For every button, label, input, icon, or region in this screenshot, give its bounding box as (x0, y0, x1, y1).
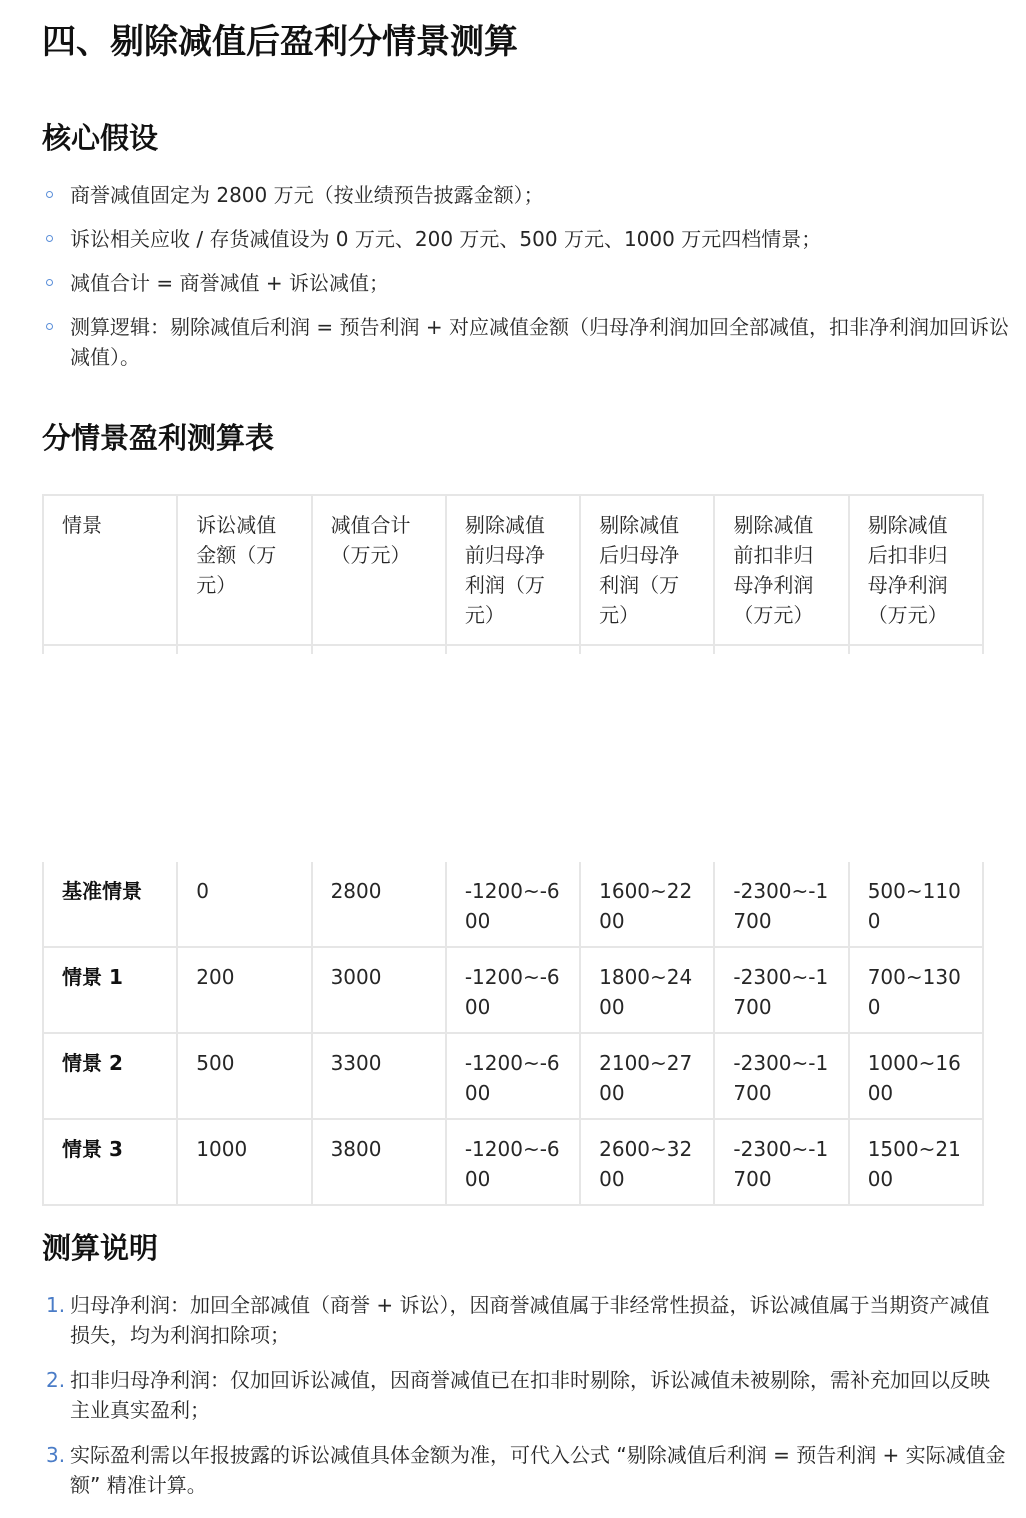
column-header: 诉讼减值金额（万元） (177, 495, 311, 645)
table-cell: 500~1100 (849, 862, 983, 947)
list-item: 1. 归母净利润：加回全部减值（商誉 + 诉讼），因商誉减值属于非经常性损益，诉讼减值属于当期资产减值损失，均为利润扣除项； (42, 1290, 1007, 1350)
table-body (42, 862, 984, 1206)
column-header: 情景 (43, 495, 177, 645)
bullet-icon (46, 279, 53, 286)
row-label: 情景 2 (43, 1033, 177, 1119)
table-cell: 1000~1600 (849, 1033, 983, 1119)
table-cell: -2300~-1700 (714, 862, 848, 947)
table-cell: 2800 (312, 862, 446, 947)
table-cell: 3800 (312, 1119, 446, 1205)
table-cell: 2100~2700 (580, 1033, 714, 1119)
table-cell: 700~1300 (849, 947, 983, 1033)
list-item: 减值合计 = 商誉减值 + 诉讼减值； (42, 268, 1012, 298)
list-item: 3. 实际盈利需以年报披露的诉讼减值具体金额为准，可代入公式 “剔除减值后利润 = 预告利润 + 实际减值金额” 精准计算。 (42, 1440, 1007, 1500)
list-number: 1. (46, 1293, 66, 1317)
page-title: 四、剔除减值后盈利分情景测算 (42, 22, 518, 62)
assumptions-heading: 核心假设 (42, 121, 159, 155)
bullet-icon (46, 323, 53, 330)
notes-heading: 测算说明 (42, 1231, 159, 1265)
list-number: 3. (46, 1443, 66, 1467)
table-cell: 0 (177, 862, 311, 947)
table-row (43, 1033, 983, 1119)
table-cell: 2600~3200 (580, 1119, 714, 1205)
list-item: 诉讼相关应收 / 存货减值设为 0 万元、200 万元、500 万元、1000 万元四档情景； (42, 224, 1012, 254)
table-cell: -1200~-600 (446, 862, 580, 947)
list-number: 2. (46, 1368, 66, 1392)
column-header: 剔除减值后归母净利润（万元） (580, 495, 714, 645)
table-cell: -2300~-1700 (714, 947, 848, 1033)
bullet-icon (46, 191, 53, 198)
table-row (43, 947, 983, 1033)
table-cell: -1200~-600 (446, 947, 580, 1033)
table-cell: 1600~2200 (580, 862, 714, 947)
row-label: 情景 1 (43, 947, 177, 1033)
list-item: 2. 扣非归母净利润：仅加回诉讼减值，因商誉减值已在扣非时剔除，诉讼减值未被剔除，需补充加回以反映主业真实盈利； (42, 1365, 1007, 1425)
table-cell: -2300~-1700 (714, 1033, 848, 1119)
table-cell: 1000 (177, 1119, 311, 1205)
table-cell: 200 (177, 947, 311, 1033)
table-cell: 1500~2100 (849, 1119, 983, 1205)
table-cell: 1800~2400 (580, 947, 714, 1033)
table-heading: 分情景盈利测算表 (42, 421, 275, 455)
table-row (43, 1119, 983, 1205)
column-header: 剔除减值后扣非归母净利润（万元） (849, 495, 983, 645)
bullet-icon (46, 235, 53, 242)
table-cell: 3300 (312, 1033, 446, 1119)
table-cell: -2300~-1700 (714, 1119, 848, 1205)
notes-list (42, 1290, 1007, 1515)
column-header: 剔除减值前归母净利润（万元） (446, 495, 580, 645)
column-header: 减值合计（万元） (312, 495, 446, 645)
assumptions-list (42, 180, 1012, 386)
table-cell: 500 (177, 1033, 311, 1119)
table-header (42, 494, 984, 654)
list-item: 测算逻辑：剔除减值后利润 = 预告利润 + 对应减值金额（归母净利润加回全部减值，扣非净利润加回诉讼减值）。 (42, 312, 1012, 372)
list-item: 商誉减值固定为 2800 万元（按业绩预告披露金额）； (42, 180, 1012, 210)
row-label: 基准情景 (43, 862, 177, 947)
table-cell: 3000 (312, 947, 446, 1033)
table-cell: -1200~-600 (446, 1033, 580, 1119)
column-header: 剔除减值前扣非归母净利润（万元） (714, 495, 848, 645)
row-label: 情景 3 (43, 1119, 177, 1205)
table-row (43, 862, 983, 947)
table-cell: -1200~-600 (446, 1119, 580, 1205)
